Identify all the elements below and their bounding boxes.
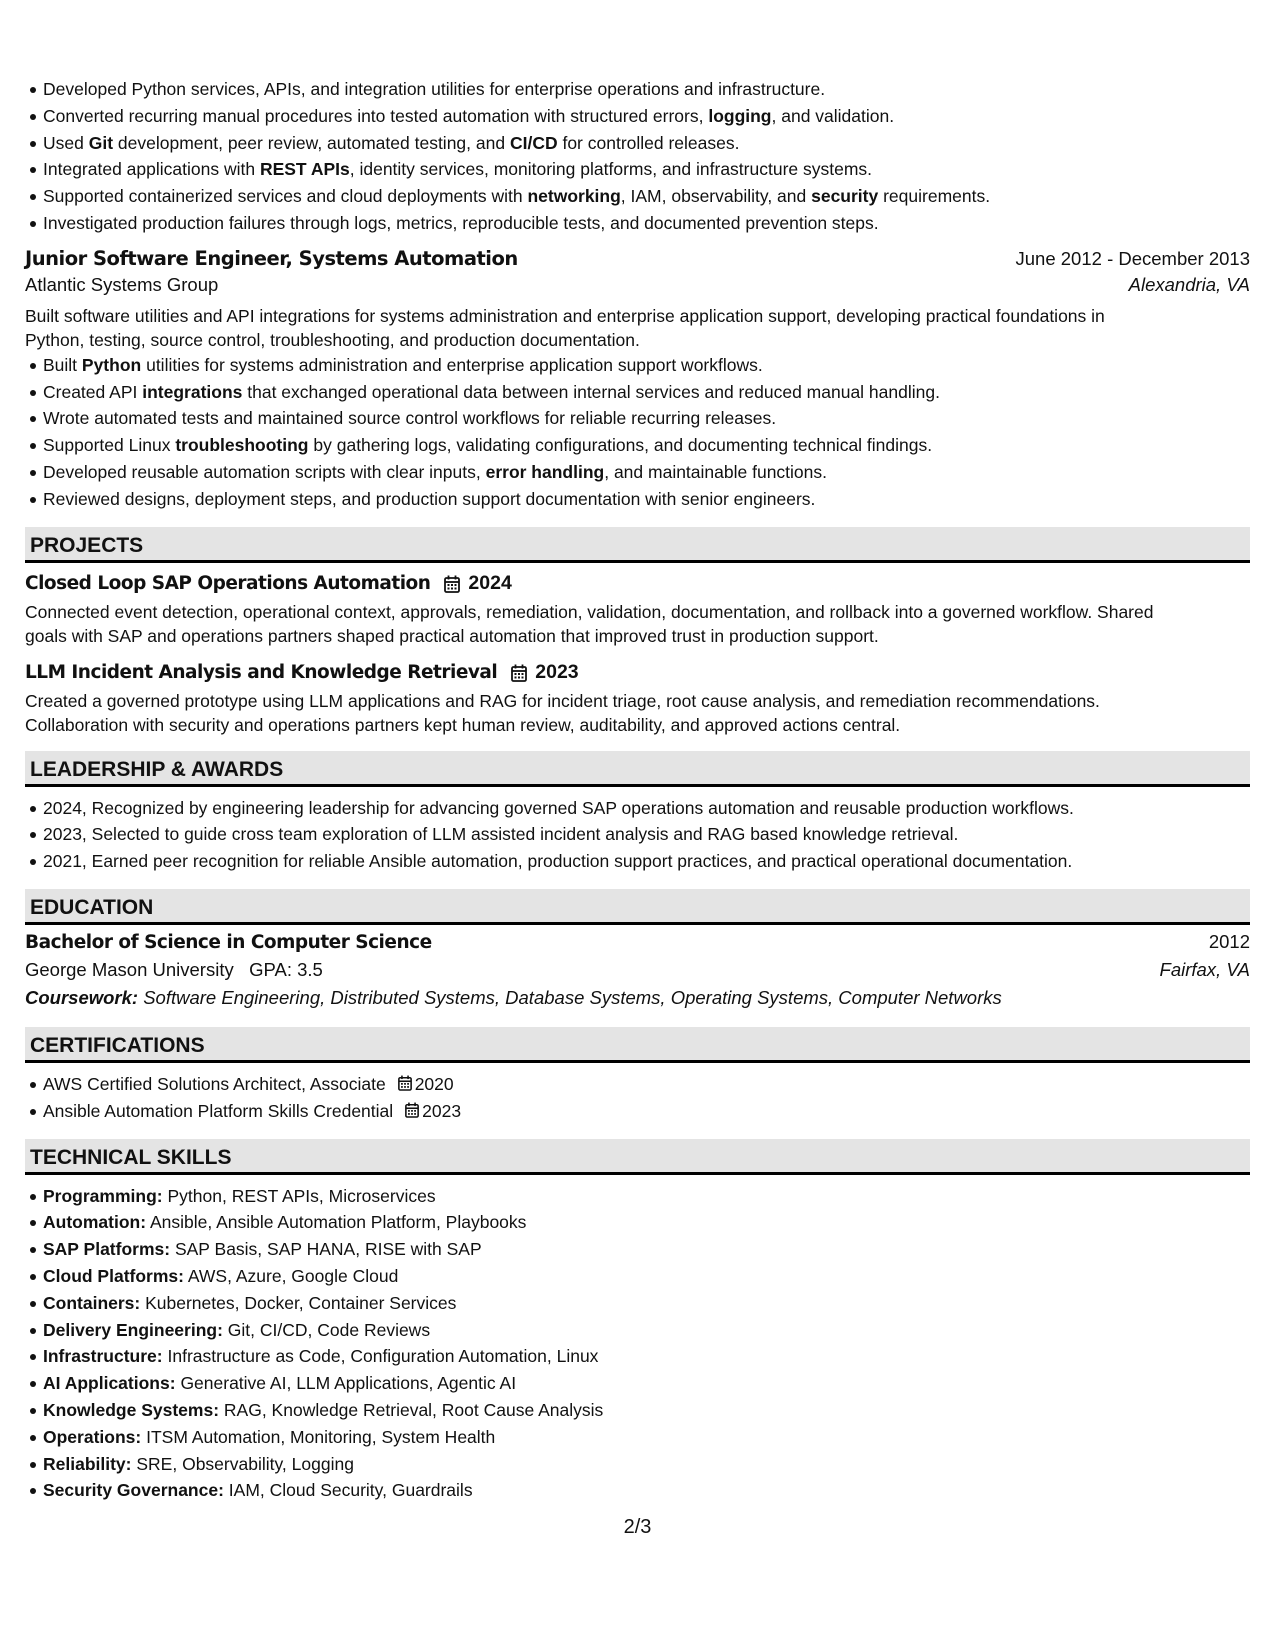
education-entry xyxy=(25,931,1250,1009)
list-item xyxy=(25,1098,1250,1125)
bold-text: security xyxy=(811,186,879,207)
list-item xyxy=(25,183,1250,210)
list-item xyxy=(25,1071,1250,1098)
bold-text: networking xyxy=(527,186,621,207)
text-run: Used xyxy=(43,132,89,153)
skill-item xyxy=(25,1370,1250,1397)
section-heading-leadership: LEADERSHIP & AWARDS xyxy=(25,751,1250,787)
skill-item xyxy=(25,1183,1250,1210)
project-description-line: goals with SAP and operations partners shaped practical automation that improved trust in production support. xyxy=(25,625,879,646)
job-dates: June 2012 - December 2013 xyxy=(1015,247,1250,269)
bold-text: logging xyxy=(708,105,772,126)
project-description xyxy=(25,689,1250,737)
list-item xyxy=(25,486,1250,513)
skill-value: Generative AI, LLM Applications, Agentic AI xyxy=(180,1373,517,1394)
project-entry xyxy=(25,660,1250,737)
skill-value: AWS, Azure, Google Cloud xyxy=(187,1265,399,1286)
calendar-icon xyxy=(405,1102,419,1118)
project-description-line: Created a governed prototype using LLM applications and RAG for incident triage, root cause analysis, and remediation recommendations. xyxy=(25,690,1100,711)
text-run: Supported containerized services and cloud deployments with xyxy=(43,186,528,207)
job-subheader xyxy=(25,274,1250,296)
project-title-row xyxy=(25,660,1250,686)
project-title-row xyxy=(25,571,1250,597)
text-run: , identity services, monitoring platforms, and infrastructure systems. xyxy=(349,159,873,180)
school-name: George Mason University xyxy=(25,958,234,980)
skill-label: Infrastructure: xyxy=(43,1346,163,1367)
certification-year: 2023 xyxy=(422,1100,462,1121)
list-item xyxy=(25,352,1250,379)
text-run: , and maintainable functions. xyxy=(604,461,828,482)
skill-label: Cloud Platforms: xyxy=(43,1265,184,1286)
skill-value: Infrastructure as Code, Configuration Automation, Linux xyxy=(167,1346,599,1367)
list-item xyxy=(25,156,1250,183)
text-run: Created API xyxy=(43,381,143,402)
calendar-icon xyxy=(511,664,527,682)
list-item xyxy=(25,379,1250,406)
skill-item xyxy=(25,1209,1250,1236)
text-run: Investigated production failures through logs, metrics, reproducible tests, and documented prevention steps. xyxy=(43,212,879,233)
education-subheader xyxy=(25,959,1250,981)
prev-job-bullets xyxy=(25,76,1250,237)
skill-label: Programming: xyxy=(43,1185,163,1206)
bold-text: integrations xyxy=(142,381,243,402)
list-item xyxy=(25,210,1250,237)
list-item: 2024, Recognized by engineering leadership for advancing governed SAP operations automation and reusable production workflows. xyxy=(25,795,1250,822)
bold-text: Git xyxy=(88,132,114,153)
leadership-list xyxy=(25,795,1250,875)
skill-value: Kubernetes, Docker, Container Services xyxy=(145,1292,457,1313)
job-location: Alexandria, VA xyxy=(1128,273,1250,295)
skill-label: Security Governance: xyxy=(43,1480,224,1501)
text-run: Built xyxy=(43,354,82,375)
text-run: development, peer review, automated testing, and xyxy=(113,132,510,153)
bold-text: error handling xyxy=(485,461,605,482)
job-summary-line: Built software utilities and API integrations for systems administration and enterprise application support, developing practical foundations in xyxy=(25,305,1105,326)
list-item xyxy=(25,76,1250,103)
list-item xyxy=(25,130,1250,157)
text-run: for controlled releases. xyxy=(557,132,740,153)
job-summary xyxy=(25,304,1250,352)
skill-value: RAG, Knowledge Retrieval, Root Cause Analysis xyxy=(223,1399,604,1420)
calendar-icon xyxy=(398,1075,412,1091)
skill-item xyxy=(25,1317,1250,1344)
gpa: GPA: 3.5 xyxy=(249,958,323,980)
skill-value: SRE, Observability, Logging xyxy=(136,1453,354,1474)
skill-label: SAP Platforms: xyxy=(43,1239,171,1260)
skill-value: Python, REST APIs, Microservices xyxy=(167,1185,436,1206)
skill-label: Automation: xyxy=(43,1212,147,1233)
project-description-line: Connected event detection, operational context, approvals, remediation, validation, documentation, and rollback into a governed workflow. Shared xyxy=(25,601,1154,622)
text-run: Developed reusable automation scripts with clear inputs, xyxy=(43,461,486,482)
degree-title: Bachelor of Science in Computer Science xyxy=(25,931,432,953)
page-number: 2/3 xyxy=(623,1516,652,1538)
skill-value: ITSM Automation, Monitoring, System Health xyxy=(146,1426,496,1447)
skill-value: SAP Basis, SAP HANA, RISE with SAP xyxy=(174,1239,482,1260)
skill-value: IAM, Cloud Security, Guardrails xyxy=(228,1480,473,1501)
text-run: that exchanged operational data between internal services and reduced manual handling. xyxy=(242,381,940,402)
text-run: Supported Linux xyxy=(43,435,176,456)
project-description xyxy=(25,600,1250,648)
project-year: 2023 xyxy=(535,661,579,684)
project-title: LLM Incident Analysis and Knowledge Retrieval xyxy=(25,662,498,684)
section-heading-skills: TECHNICAL SKILLS xyxy=(25,1139,1250,1175)
certification-name: AWS Certified Solutions Architect, Associate xyxy=(43,1073,386,1094)
coursework xyxy=(25,987,1250,1009)
job-header xyxy=(25,247,1250,270)
text-run: Developed Python services, APIs, and integration utilities for enterprise operations and infrastructure. xyxy=(43,79,826,99)
skills-list xyxy=(25,1183,1250,1505)
list-item xyxy=(25,103,1250,130)
list-item: 2023, Selected to guide cross team exploration of LLM assisted incident analysis and RAG based knowledge retrieval. xyxy=(25,821,1250,848)
text-run: by gathering logs, validating configurations, and documenting technical findings. xyxy=(308,435,933,456)
resume-page xyxy=(25,76,1250,1504)
text-run: Converted recurring manual procedures into tested automation with structured errors, xyxy=(43,105,709,126)
skill-item xyxy=(25,1263,1250,1290)
section-heading-certifications: CERTIFICATIONS xyxy=(25,1027,1250,1063)
skill-label: Knowledge Systems: xyxy=(43,1399,220,1420)
section-heading-projects: PROJECTS xyxy=(25,527,1250,563)
skill-value: Ansible, Ansible Automation Platform, Playbooks xyxy=(149,1212,527,1233)
coursework-list: Software Engineering, Distributed Systems, Database Systems, Operating Systems, Computer Networks xyxy=(143,986,1002,1008)
skill-item xyxy=(25,1397,1250,1424)
certifications-list xyxy=(25,1071,1250,1125)
skill-label: Reliability: xyxy=(43,1453,132,1474)
text-run: requirements. xyxy=(878,186,991,207)
skill-label: Delivery Engineering: xyxy=(43,1319,223,1340)
list-item xyxy=(25,459,1250,486)
section-heading-education: EDUCATION xyxy=(25,889,1250,925)
skill-label: AI Applications: xyxy=(43,1373,176,1394)
job-title: Junior Software Engineer, Systems Automation xyxy=(25,246,518,270)
bold-text: troubleshooting xyxy=(175,435,309,456)
bold-text: Python xyxy=(81,354,142,375)
coursework-label: Coursework: xyxy=(25,986,139,1008)
text-run: , IAM, observability, and xyxy=(620,186,812,207)
skill-item xyxy=(25,1451,1250,1478)
bold-text: CI/CD xyxy=(509,132,558,153)
text-run: utilities for systems administration and enterprise application support workflows. xyxy=(141,354,763,375)
skill-label: Containers: xyxy=(43,1292,141,1313)
company-name: Atlantic Systems Group xyxy=(25,273,219,295)
calendar-icon xyxy=(444,575,460,593)
skill-item xyxy=(25,1290,1250,1317)
certification-year: 2020 xyxy=(414,1073,454,1094)
list-item xyxy=(25,405,1250,432)
text-run: Integrated applications with xyxy=(43,159,260,180)
project-description-line: Collaboration with security and operations partners kept human review, auditability, and approved actions central. xyxy=(25,714,901,735)
job-summary-line: Python, testing, source control, troubleshooting, and production documentation. xyxy=(25,329,640,350)
skill-item xyxy=(25,1477,1250,1504)
project-title: Closed Loop SAP Operations Automation xyxy=(25,573,431,595)
project-year: 2024 xyxy=(468,572,512,595)
job-bullets xyxy=(25,352,1250,513)
text-run: , and validation. xyxy=(771,105,895,126)
text-run: Reviewed designs, deployment steps, and production support documentation with senior engineers. xyxy=(43,488,816,509)
certification-name: Ansible Automation Platform Skills Credential xyxy=(43,1100,394,1121)
bold-text: REST APIs xyxy=(259,159,350,180)
education-header xyxy=(25,931,1250,953)
skill-item xyxy=(25,1236,1250,1263)
skill-value: Git, CI/CD, Code Reviews xyxy=(227,1319,431,1340)
list-item xyxy=(25,432,1250,459)
text-run: Wrote automated tests and maintained source control workflows for reliable recurring releases. xyxy=(43,408,777,429)
project-entry xyxy=(25,571,1250,648)
school-location: Fairfax, VA xyxy=(1159,958,1250,980)
skill-label: Operations: xyxy=(43,1426,142,1447)
graduation-year: 2012 xyxy=(1208,930,1250,952)
job-entry xyxy=(25,247,1250,513)
skill-item xyxy=(25,1424,1250,1451)
skill-item xyxy=(25,1343,1250,1370)
list-item: 2021, Earned peer recognition for reliable Ansible automation, production support practices, and practical operational documentation. xyxy=(25,848,1250,875)
